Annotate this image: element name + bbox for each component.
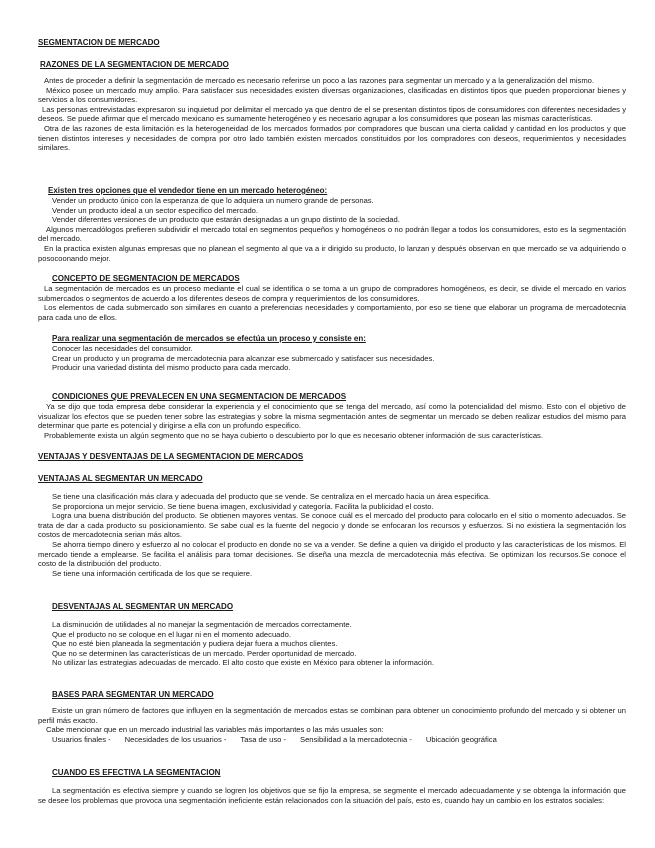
- heading-proceso: Para realizar una segmentación de mercados se efectúa un proceso y consiste en:: [52, 334, 366, 343]
- list-item: Conocer las necesidades del consumidor.: [52, 344, 193, 353]
- heading-ventajas: VENTAJAS AL SEGMENTAR UN MERCADO: [38, 474, 203, 483]
- paragraph: Algunos mercadólogos prefieren subdividir el mercado total en segmentos pequeños y homogéneos o no podrán llegar a todos los consumidores, esto es la segmentación del mercado.: [38, 224, 626, 244]
- variables-row: [38, 735, 626, 745]
- variable-item: Ubicación geográfica: [425, 734, 497, 744]
- heading-concepto: CONCEPTO DE SEGMENTACION DE MERCADOS: [52, 274, 240, 283]
- paragraph: Logra una buena distribución del producto. Se obtienen mayores ventas. Se conoce cuál es el mercado del producto para colocarlo en el sitio o momento adecuados. Se trata de dar a cada producto su posicionamiento. Se sabe cual es la fuente del negocio y donde se enfocaran los recursos y esfuerzos. Si no existiera la segmentación los costos de mercadotecnia serian más altos.: [38, 511, 626, 540]
- list-item: Producir una variedad distinta del mismo producto para cada mercado.: [52, 363, 291, 373]
- list-item: Crear un producto y un programa de mercadotecnia para alcanzar ese submercado y satisfacer sus necesidades.: [52, 353, 435, 363]
- document-title-block: [38, 38, 626, 48]
- variable-item: Usuarios finales -: [52, 734, 111, 744]
- paragraph: Cabe mencionar que en un mercado industrial las variables más importantes o las más usuales son:: [46, 725, 384, 735]
- paragraph: En la practica existen algunas empresas que no planean el segmento al que va a ir dirigido su producto, lo lanzan y después observan en que mercado se va adquiriendo o posocoonando mejor.: [38, 243, 626, 263]
- paragraph: Probablemente exista un algún segmento que no se haya cubierto o descubierto por lo que es necesario obtener información de sus características.: [44, 430, 543, 440]
- list-item: Vender un producto ideal a un sector especifico del mercado.: [52, 205, 259, 215]
- paragraph: Se tiene una información certificada de los que se requiere.: [52, 568, 253, 578]
- heading-condiciones: CONDICIONES QUE PREVALECEN EN UNA SEGMENTACION DE MERCADOS: [52, 392, 347, 401]
- list-item: Que no se determinen las características de un mercado. Perder oportunidad de mercado.: [52, 648, 357, 658]
- section-bases: [38, 690, 626, 744]
- section-desventajas: [38, 602, 626, 668]
- heading-ventajas-desventajas: VENTAJAS Y DESVENTAJAS DE LA SEGMENTACION DE MERCADOS: [38, 452, 304, 461]
- section-efectiva: [38, 768, 626, 805]
- document-title: SEGMENTACION DE MERCADO: [38, 38, 160, 47]
- paragraph: La segmentación es efectiva siempre y cuando se logren los objetivos que se fijo la empresa, se segmente el mercado adecuadamente y se obtenga la información que se desee los problemas que provoca una segmentación ineficiente están relacionados con la situación del país, esto es, cuando hay un cambio en los estratos sociales:: [38, 786, 626, 805]
- paragraph: Las personas entrevistadas expresaron su inquietud por delimitar el mercado ya que dentro de el se presentan distintos tipos de consumidores con diferentes necesidades y deseos. Se puede afirmar que el mercado mexicano es sumamente heterogéneo y es necesario agrupar a los consumidores que posean las mismas características.: [38, 104, 626, 124]
- variable-item: Necesidades de los usuarios -: [124, 734, 227, 744]
- paragraph: Antes de proceder a definir la segmentación de mercado es necesario referirse un poco a las razones para segmentar un mercado y a la generalización del mismo.: [44, 76, 595, 85]
- heading-razones: RAZONES DE LA SEGMENTACION DE MERCADO: [40, 60, 229, 69]
- section-concepto: [38, 274, 626, 322]
- paragraph: Otra de las razones de esta limitación es la heterogeneidad de los mercados formados por compradores que buscan una cierta calidad y cantidad en los productos y que tienen distintos intereses y necesidades de compra por otro lado también existen mercados constituidos por los compradores con deseos, requerimientos y necesidades similares.: [38, 123, 626, 153]
- variable-item: Tasa de uso -: [240, 734, 286, 744]
- section-vyd-heading: [38, 452, 626, 462]
- paragraph: Existe un gran número de factores que influyen en la segmentación de mercados estas se combinan para obtener un conocimiento profundo del mercado y si obtener un perfil más exacto.: [38, 706, 626, 725]
- heading-efectiva: CUANDO ES EFECTIVA LA SEGMENTACION: [52, 768, 221, 777]
- list-item: No utilizar las estrategias adecuadas de mercado. El alto costo que existe en México para obtener la información.: [52, 658, 435, 668]
- list-item: Vender diferentes versiones de un producto que estarán designadas a un grupo distinto de la sociedad.: [52, 215, 400, 225]
- variable-item: Sensibilidad a la mercadotecnia -: [300, 734, 412, 744]
- paragraph: Se ahorra tiempo dinero y esfuerzo al no colocar el producto en donde no se va a vender. Se define a quien va dirigido el producto y las características de los mismos. El mercado tiende a emplearse. Se facilita el análisis para tomar decisiones. Se diseña una mezcla de mercadotecnia más efectiva. Se optimizan los recursos.Se conoce el costo de la distribución del producto.: [38, 539, 626, 569]
- heading-desventajas: DESVENTAJAS AL SEGMENTAR UN MERCADO: [52, 602, 234, 611]
- list-item: La disminución de utilidades al no manejar la segmentación de mercados correctamente.: [52, 620, 352, 629]
- paragraph: La segmentación de mercados es un proceso mediante el cual se identifica o se toma a un grupo de compradores homogéneos, es decir, se divide el mercado en varios submercados o segmentos de acuerdo a los diferentes deseos de compra y requerimientos de los consumidores.: [38, 284, 626, 303]
- heading-bases: BASES PARA SEGMENTAR UN MERCADO: [52, 690, 214, 699]
- section-opciones: [38, 186, 626, 263]
- section-razones: [38, 60, 626, 153]
- section-proceso: [38, 334, 626, 373]
- heading-opciones: Existen tres opciones que el vendedor tiene en un mercado heterogéneo:: [48, 186, 328, 195]
- paragraph: Se tiene una clasificación más clara y adecuada del producto que se vende. Se centraliza en el mercado hacia un área especifica.: [52, 492, 491, 501]
- paragraph: México posee un mercado muy amplio. Para satisfacer sus necesidades existen diversas organizaciones, clasificadas en distintos tipos que pueden proporcionar bienes y servicios a los consumidores.: [38, 85, 626, 105]
- paragraph: Ya se dijo que toda empresa debe considerar la experiencia y el conocimiento que se tenga del mercado, así como la potencialidad del mismo. Esto con el objetivo de visualizar los efectos que se pueden tener sobre las estrategias y sobre la misma segmentación antes de segmentar un mercado se deben realizar estudios del mismo para determinar que parte es potencial y dirigirse a ella con un profundo especifico.: [38, 402, 626, 431]
- section-condiciones: [38, 392, 626, 440]
- list-item: Vender un producto único con la esperanza de que lo adquiera un numero grande de personas.: [52, 196, 374, 205]
- list-item: Que no esté bien planeada la segmentación y pudiera dejar fuera a muchos clientes.: [52, 639, 338, 649]
- paragraph: Se proporciona un mejor servicio. Se tiene buena imagen, exclusividad y categoría. Facilita la publicidad el costo.: [52, 501, 434, 511]
- paragraph: Los elementos de cada submercado son similares en cuanto a preferencias necesidades y comportamiento, por eso se tiene que elaborar un programa de mercadotecnia para cada uno de ellos.: [38, 303, 626, 322]
- section-ventajas: [38, 474, 626, 578]
- list-item: Que el producto no se coloque en el lugar ni en el momento adecuado.: [52, 629, 291, 639]
